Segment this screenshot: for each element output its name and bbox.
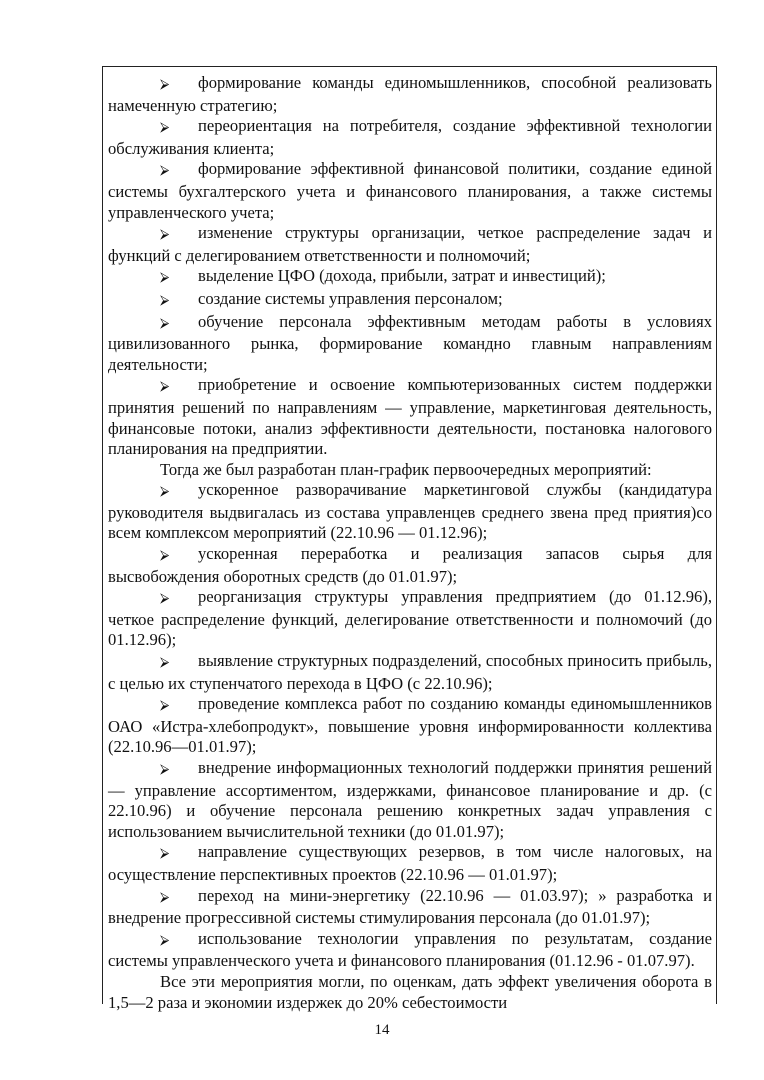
paragraph-text: создание системы управления персоналом; xyxy=(198,288,503,308)
arrow-bullet-icon: ⮚ xyxy=(160,698,170,714)
paragraph-text: выявление структурных подразделений, способных приносить прибыль, с целью их ступенчатого перехода в ЦФО (с 22.10.96); xyxy=(108,651,712,693)
bullet-paragraph xyxy=(108,266,712,289)
paragraph-text: переход на мини-энергетику (22.10.96 — 01.03.97); » разработка и внедрение прогрессивной системы стимулирования персонала (до 01.01.97); xyxy=(108,885,712,928)
arrow-bullet-icon: ⮚ xyxy=(160,932,170,948)
arrow-bullet-icon: ⮚ xyxy=(160,227,170,243)
bullet-paragraph xyxy=(108,587,712,651)
arrow-bullet-icon: ⮚ xyxy=(160,120,170,136)
arrow-bullet-icon: ⮚ xyxy=(160,846,170,862)
paragraph-text: формирование команды единомышленников, способной реализовать намеченную стратегию; xyxy=(108,73,712,115)
paragraph-text: приобретение и освоение компьютеризованных систем поддержки принятия решений по направлениям — управление, маркетинговая деятельность, финансовые потоки, анализ эффективности деятельности, постановка налогового планирования на предприятии. xyxy=(108,375,712,459)
paragraph-text: переориентация на потребителя, создание эффективной технологии обслуживания клиента; xyxy=(108,116,712,158)
bullet-paragraph xyxy=(108,544,712,587)
arrow-bullet-icon: ⮚ xyxy=(160,270,170,286)
arrow-bullet-icon: ⮚ xyxy=(160,292,170,308)
paragraph xyxy=(108,972,712,1013)
paragraph-text: изменение структуры организации, четкое распределение задач и функций с делегированием ответственности и полномочий; xyxy=(108,223,712,265)
bullet-paragraph xyxy=(108,886,712,929)
bullet-paragraph xyxy=(108,223,712,266)
bullet-paragraph xyxy=(108,929,712,972)
arrow-bullet-icon: ⮚ xyxy=(160,77,170,92)
bullet-paragraph xyxy=(108,842,712,885)
arrow-bullet-icon: ⮚ xyxy=(160,315,170,331)
paragraph-text: использование технологии управления по результатам, создание системы управленческого учета и финансового планирования (01.12.96 - 01.07.97). xyxy=(108,928,712,971)
paragraph-text: проведение комплекса работ по созданию команды единомышленников ОАО «Истра-хлебопродукт», повышение уровня информированности коллектива (22.10.96—01.01.97); xyxy=(108,694,712,757)
paragraph-text: ускоренное разворачивание маркетинговой службы (кандидатура руководителя выдвигалась из состава управленцев среднего звена пред приятия)со всем комплексом мероприятий (22.10.96 — 01.12.96); xyxy=(108,480,712,543)
arrow-bullet-icon: ⮚ xyxy=(160,484,170,500)
bullet-paragraph xyxy=(108,651,712,694)
arrow-bullet-icon: ⮚ xyxy=(160,548,170,564)
bullet-paragraph xyxy=(108,375,712,459)
arrow-bullet-icon: ⮚ xyxy=(160,379,170,395)
arrow-bullet-icon: ⮚ xyxy=(160,163,170,179)
bullet-paragraph xyxy=(108,73,712,116)
paragraph-text: обучение персонала эффективным методам работы в условиях цивилизованного рынка, формирование командно главным направлениям деятельности; xyxy=(108,311,712,374)
bullet-paragraph xyxy=(108,480,712,544)
bullet-paragraph xyxy=(108,694,712,758)
bullet-paragraph xyxy=(108,116,712,159)
paragraph-text: Все эти мероприятия могли, по оценкам, дать эффект увеличения оборота в 1,5—2 раза и экономии издержек до 20% себестоимости xyxy=(108,971,712,1012)
paragraph-text: направление существующих резервов, в том числе налоговых, на осуществление перспективных проектов (22.10.96 — 01.01.97); xyxy=(108,842,712,884)
arrow-bullet-icon: ⮚ xyxy=(160,762,170,777)
bullet-paragraph xyxy=(108,289,712,312)
paragraph-text: ускоренная переработка и реализация запасов сырья для высвобождения оборотных средств (до 01.01.97); xyxy=(108,544,712,586)
arrow-bullet-icon: ⮚ xyxy=(160,591,170,607)
bullet-paragraph xyxy=(108,159,712,223)
arrow-bullet-icon: ⮚ xyxy=(160,655,170,671)
paragraph-text: Тогда же был разработан план-график первоочередных мероприятий: xyxy=(160,459,652,479)
arrow-bullet-icon: ⮚ xyxy=(160,889,170,905)
body-text xyxy=(108,73,712,1013)
bullet-paragraph xyxy=(108,312,712,376)
paragraph-text: выделение ЦФО (дохода, прибыли, затрат и инвестиций); xyxy=(198,266,606,286)
paragraph xyxy=(108,460,712,481)
bullet-paragraph xyxy=(108,758,712,842)
paragraph-text: внедрение информационных технологий поддержки принятия решений — управление ассортиментом, издержками, финансовое планирование и др. (с 22.10.96) и обучение персонала решению конкретных задач управления с использованием вычислительной техники (до 01.01.97); xyxy=(108,758,712,841)
page-number: 14 xyxy=(374,1022,390,1038)
paragraph-text: реорганизация структуры управления предприятием (до 01.12.96), четкое распределение функций, делегирование ответственности и полномочий (до 01.12.96); xyxy=(108,587,712,650)
paragraph-text: формирование эффективной финансовой политики, создание единой системы бухгалтерского учета и финансового планирования, а также системы управленческого учета; xyxy=(108,159,712,222)
